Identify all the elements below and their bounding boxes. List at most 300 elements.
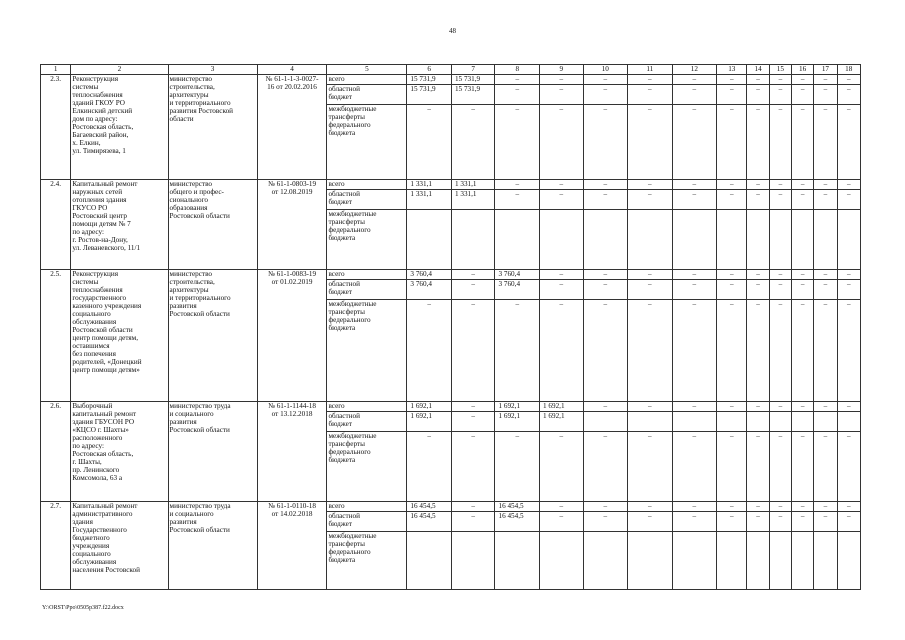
amount-cell: – [628,512,673,532]
text-line: здания [72,518,93,526]
amount-cell: – [451,512,495,532]
amount-cell [628,532,673,590]
amount-cell [747,412,769,432]
expertise-doc-cell [257,502,327,590]
text-line: всего [328,502,345,510]
amount-cell [814,210,837,270]
column-number-cell: 9 [540,65,584,75]
amount-cell: – [814,85,837,105]
amount-cell [717,210,747,270]
amount-cell [583,210,628,270]
expertise-doc-cell [257,75,327,180]
amount-cell [672,412,717,432]
text-line: системы [72,278,99,286]
amount-cell: – [583,180,628,190]
text-line: бюджет [328,520,352,528]
expertise-doc-cell [257,270,327,402]
amount-cell: – [451,280,495,300]
ministry-cell [168,75,257,180]
text-line: учреждения [72,542,110,550]
amount-cell: – [451,300,495,402]
text-line: областной [328,412,360,420]
amount-cell: 16 454,5 [495,512,540,532]
column-number-cell: 6 [407,65,452,75]
amount-cell: – [747,512,769,532]
text-line: трансферты [328,440,365,448]
amount-cell: 15 731,9 [451,85,495,105]
text-line: ул. Леваневского, 11/1 [72,244,141,252]
text-line: Капитальный ремонт [72,502,138,510]
amount-cell: – [672,190,717,210]
amount-cell: – [451,502,495,512]
amount-cell [495,210,540,270]
column-number-header-row [41,65,861,75]
column-number-cell: 12 [672,65,717,75]
amount-cell: – [792,105,814,180]
amount-cell [792,532,814,590]
amount-cell: – [583,190,628,210]
amount-cell: – [672,402,717,412]
text-line: федерального [328,316,371,324]
column-number-cell: 17 [814,65,837,75]
project-name-cell [71,402,168,502]
project-name-cell [71,75,168,180]
amount-cell: – [747,402,769,412]
amount-cell: – [583,280,628,300]
text-line: федерального [328,226,371,234]
text-line: капитальный ремонт [72,410,137,418]
amount-cell: 1 331,1 [407,190,452,210]
text-line: бюджета [328,456,356,464]
amount-cell [495,532,540,590]
amount-cell: – [792,85,814,105]
text-line: Ростовской области [169,426,230,434]
funding-source-cell [327,190,407,210]
text-line: всего [328,270,345,278]
ministry-cell [168,502,257,590]
amount-cell: – [495,75,540,85]
amount-cell [540,210,584,270]
amount-cell: 16 454,5 [407,502,452,512]
text-line: области [169,115,194,123]
funding-source-cell [327,412,407,432]
item-number-cell: 2.6. [41,402,71,502]
amount-cell [451,210,495,270]
text-line: от 01.02.2019 [271,278,313,286]
text-line: отопления здания [72,196,127,204]
amount-cell: – [628,432,673,502]
text-line: и территориального [169,294,231,302]
text-line: г. Ростов-на-Дону, [72,236,128,244]
table-row [41,270,861,280]
text-line: Багаевский район, [72,131,129,139]
text-line: помощи детям № 7 [72,220,131,228]
text-line: центр помощи детям» [72,366,140,374]
text-line: архитектуры [169,286,209,294]
text-line: расположенного [72,434,123,442]
table-row [41,75,861,85]
amount-cell: – [540,270,584,280]
amount-cell: 15 731,9 [407,75,452,85]
text-line: федерального [328,121,371,129]
text-line: Ростовская область, [72,450,134,458]
amount-cell [769,210,791,270]
amount-cell [628,412,673,432]
amount-cell: – [540,75,584,85]
amount-cell: – [717,75,747,85]
amount-cell: – [717,105,747,180]
column-number-cell: 2 [71,65,168,75]
amount-cell: – [672,300,717,402]
amount-cell: – [540,512,584,532]
amount-cell: – [540,432,584,502]
amount-cell: – [769,512,791,532]
text-line: 16 от 20.02.2016 [267,83,317,91]
text-line: бюджет [328,420,352,428]
amount-cell: – [495,105,540,180]
column-number-cell: 16 [792,65,814,75]
ministry-cell [168,402,257,502]
text-line: областной [328,512,360,520]
text-line: трансферты [328,113,365,121]
funding-source-cell [327,432,407,502]
amount-cell [837,210,860,270]
funding-source-cell [327,210,407,270]
text-line: наружных сетей [72,188,123,196]
amount-cell: – [769,300,791,402]
column-number-cell: 14 [747,65,769,75]
amount-cell: 16 454,5 [407,512,452,532]
amount-cell: – [628,270,673,280]
text-line: областной [328,85,360,93]
text-line: Выборочный [72,402,113,410]
text-line: Ростовской области [169,212,230,220]
amount-cell: – [747,280,769,300]
text-line: х. Елкин, [72,139,101,147]
amount-cell: – [747,85,769,105]
amount-cell: – [407,300,452,402]
text-line: министерство труда [169,502,231,510]
column-number-cell: 10 [583,65,628,75]
amount-cell: – [672,502,717,512]
text-line: трансферты [328,308,365,316]
text-line: бюджет [328,288,352,296]
amount-cell: – [717,432,747,502]
amount-cell: – [837,280,860,300]
table-row [41,180,861,190]
expertise-doc-cell [257,180,327,270]
text-line: здания ГБУСОН РО [72,418,135,426]
amount-cell: – [814,402,837,412]
text-line: Елкинский детский [72,107,133,115]
text-line: министерство труда [169,402,231,410]
amount-cell: – [717,270,747,280]
item-number-cell: 2.5. [41,270,71,402]
amount-cell: – [747,75,769,85]
amount-cell: – [769,280,791,300]
text-line: по адресу: [72,228,104,236]
amount-cell: – [837,85,860,105]
column-number-cell: 18 [837,65,860,75]
amount-cell: – [583,300,628,402]
text-line: федерального [328,448,371,456]
text-line: дом по адресу: [72,115,118,123]
amount-cell: – [672,105,717,180]
page-number: 48 [449,27,456,35]
amount-cell: – [792,190,814,210]
text-line: министерство [169,75,213,83]
amount-cell: 16 454,5 [495,502,540,512]
project-name-cell [71,180,168,270]
amount-cell [769,532,791,590]
funding-source-cell [327,402,407,412]
amount-cell: – [540,190,584,210]
amount-cell: 1 692,1 [407,412,452,432]
funding-source-cell [327,85,407,105]
amount-cell: – [769,432,791,502]
amount-cell: – [540,180,584,190]
text-line: населения Ростовской [72,566,140,574]
text-line: бюджетного [72,534,110,542]
text-line: межбюджетные [328,432,377,440]
amount-cell: – [495,432,540,502]
amount-cell [672,532,717,590]
amount-cell: – [792,280,814,300]
text-line: Ростовской области [72,326,133,334]
budget-table [40,64,861,590]
text-line: развития [169,302,197,310]
text-line: государственного [72,294,127,302]
amount-cell: – [814,270,837,280]
text-line: Ростовской области [169,526,230,534]
amount-cell: – [451,412,495,432]
text-line: № 61-1-0083-19 [267,270,317,278]
ministry-cell [168,270,257,402]
amount-cell: – [628,180,673,190]
text-line: развития Ростовской [169,107,234,115]
text-line: министерство [169,270,213,278]
amount-cell: – [792,432,814,502]
funding-source-cell [327,532,407,590]
text-line: административного [72,510,133,518]
amount-cell [717,412,747,432]
amount-cell: – [672,280,717,300]
funding-source-cell [327,75,407,85]
amount-cell [837,412,860,432]
text-line: от 13.12.2018 [271,410,313,418]
amount-cell: – [495,300,540,402]
amount-cell: – [792,270,814,280]
amount-cell: – [814,105,837,180]
amount-cell [672,210,717,270]
project-name-cell [71,270,168,402]
text-line: федерального [328,548,371,556]
amount-cell: 1 692,1 [495,402,540,412]
column-number-cell: 1 [41,65,71,75]
amount-cell: – [837,75,860,85]
amount-cell: – [814,512,837,532]
text-line: бюджета [328,556,356,564]
amount-cell [540,532,584,590]
amount-cell: – [814,502,837,512]
amount-cell: – [672,512,717,532]
item-number-cell: 2.4. [41,180,71,270]
funding-source-cell [327,280,407,300]
text-line: социального [72,310,111,318]
text-line: системы [72,83,99,91]
text-line: № 61-1-1144-18 [268,402,316,410]
amount-cell: – [672,270,717,280]
column-number-cell: 7 [451,65,495,75]
ministry-cell [168,180,257,270]
text-line: развития [169,418,197,426]
amount-cell: – [769,180,791,190]
text-line: Капитальный ремонт [72,180,138,188]
amount-cell: – [792,75,814,85]
amount-cell: – [672,180,717,190]
amount-cell: – [628,402,673,412]
text-line: «КЦСО г. Шахты» [72,426,129,434]
text-line: общего и профес- [169,188,224,196]
amount-cell [407,210,452,270]
amount-cell: – [792,402,814,412]
amount-cell: – [583,432,628,502]
amount-cell: – [814,180,837,190]
amount-cell: – [583,402,628,412]
amount-cell [747,532,769,590]
text-line: теплоснабжения [72,286,123,294]
amount-cell [769,412,791,432]
amount-cell: – [672,75,717,85]
amount-cell: – [628,300,673,402]
amount-cell: – [583,105,628,180]
text-line: обслуживания [72,558,117,566]
amount-cell: – [814,300,837,402]
amount-cell: – [583,502,628,512]
amount-cell: – [792,512,814,532]
funding-source-cell [327,300,407,402]
amount-cell: – [814,280,837,300]
amount-cell: 1 692,1 [540,412,584,432]
amount-cell: 1 692,1 [407,402,452,412]
amount-cell: – [628,502,673,512]
amount-cell: – [717,180,747,190]
text-line: без попечения [72,350,116,358]
amount-cell: – [837,190,860,210]
amount-cell [717,532,747,590]
amount-cell: – [628,280,673,300]
amount-cell: – [451,105,495,180]
amount-cell: – [451,402,495,412]
text-line: сионального [169,196,208,204]
amount-cell: 1 692,1 [540,402,584,412]
amount-cell: – [792,502,814,512]
amount-cell: – [837,512,860,532]
amount-cell: – [747,190,769,210]
amount-cell [792,210,814,270]
text-line: центр помощи детям, [72,334,139,342]
amount-cell [814,412,837,432]
text-line: межбюджетные [328,300,377,308]
amount-cell: – [769,502,791,512]
text-line: межбюджетные [328,105,377,113]
text-line: от 14.02.2018 [271,510,313,518]
amount-cell: – [769,190,791,210]
text-line: архитектуры [169,91,209,99]
amount-cell: – [747,270,769,280]
amount-cell: – [407,432,452,502]
amount-cell: – [837,300,860,402]
amount-cell [583,532,628,590]
text-line: оставшимся [72,342,110,350]
text-line: социального [72,550,111,558]
text-line: трансферты [328,218,365,226]
amount-cell: – [769,85,791,105]
item-number-cell: 2.3. [41,75,71,180]
amount-cell: – [769,270,791,280]
text-line: всего [328,180,345,188]
amount-cell: – [837,432,860,502]
amount-cell: – [495,85,540,105]
column-number-cell: 11 [628,65,673,75]
text-line: межбюджетные [328,532,377,540]
text-line: Реконструкция [72,270,119,278]
text-line: Комсомола, 63 а [72,474,123,482]
text-line: и территориального [169,99,231,107]
amount-cell: – [717,85,747,105]
column-number-cell: 13 [717,65,747,75]
amount-cell: – [540,85,584,105]
text-line: областной [328,280,360,288]
amount-cell [407,532,452,590]
amount-cell: – [837,270,860,280]
amount-cell: 3 760,4 [495,270,540,280]
amount-cell: – [837,502,860,512]
amount-cell: 3 760,4 [407,270,452,280]
text-line: Ростовская область, [72,123,134,131]
column-number-cell: 3 [168,65,257,75]
amount-cell: – [769,402,791,412]
file-path-footer: Y:\ORST\Ppo\0505p387.f22.docx [42,605,124,611]
column-number-cell: 15 [769,65,791,75]
amount-cell: 3 760,4 [407,280,452,300]
amount-cell: – [717,402,747,412]
amount-cell: – [837,105,860,180]
amount-cell: – [628,75,673,85]
text-line: от 12.08.2019 [271,188,313,196]
project-name-cell [71,502,168,590]
amount-cell: – [747,432,769,502]
text-line: ул. Тимирязева, 1 [72,147,126,155]
text-line: межбюджетные [328,210,377,218]
amount-cell: – [717,502,747,512]
amount-cell: – [540,502,584,512]
text-line: бюджета [328,129,356,137]
funding-source-cell [327,512,407,532]
text-line: трансферты [328,540,365,548]
amount-cell: – [583,75,628,85]
text-line: строительства, [169,278,215,286]
text-line: Ростовский центр [72,212,128,220]
text-line: Ростовской области [169,310,230,318]
amount-cell: – [747,180,769,190]
text-line: теплоснабжения [72,91,123,99]
text-line: и социального [169,410,214,418]
amount-cell: – [717,512,747,532]
text-line: Реконструкция [72,75,119,83]
table-row [41,502,861,512]
text-line: областной [328,190,360,198]
